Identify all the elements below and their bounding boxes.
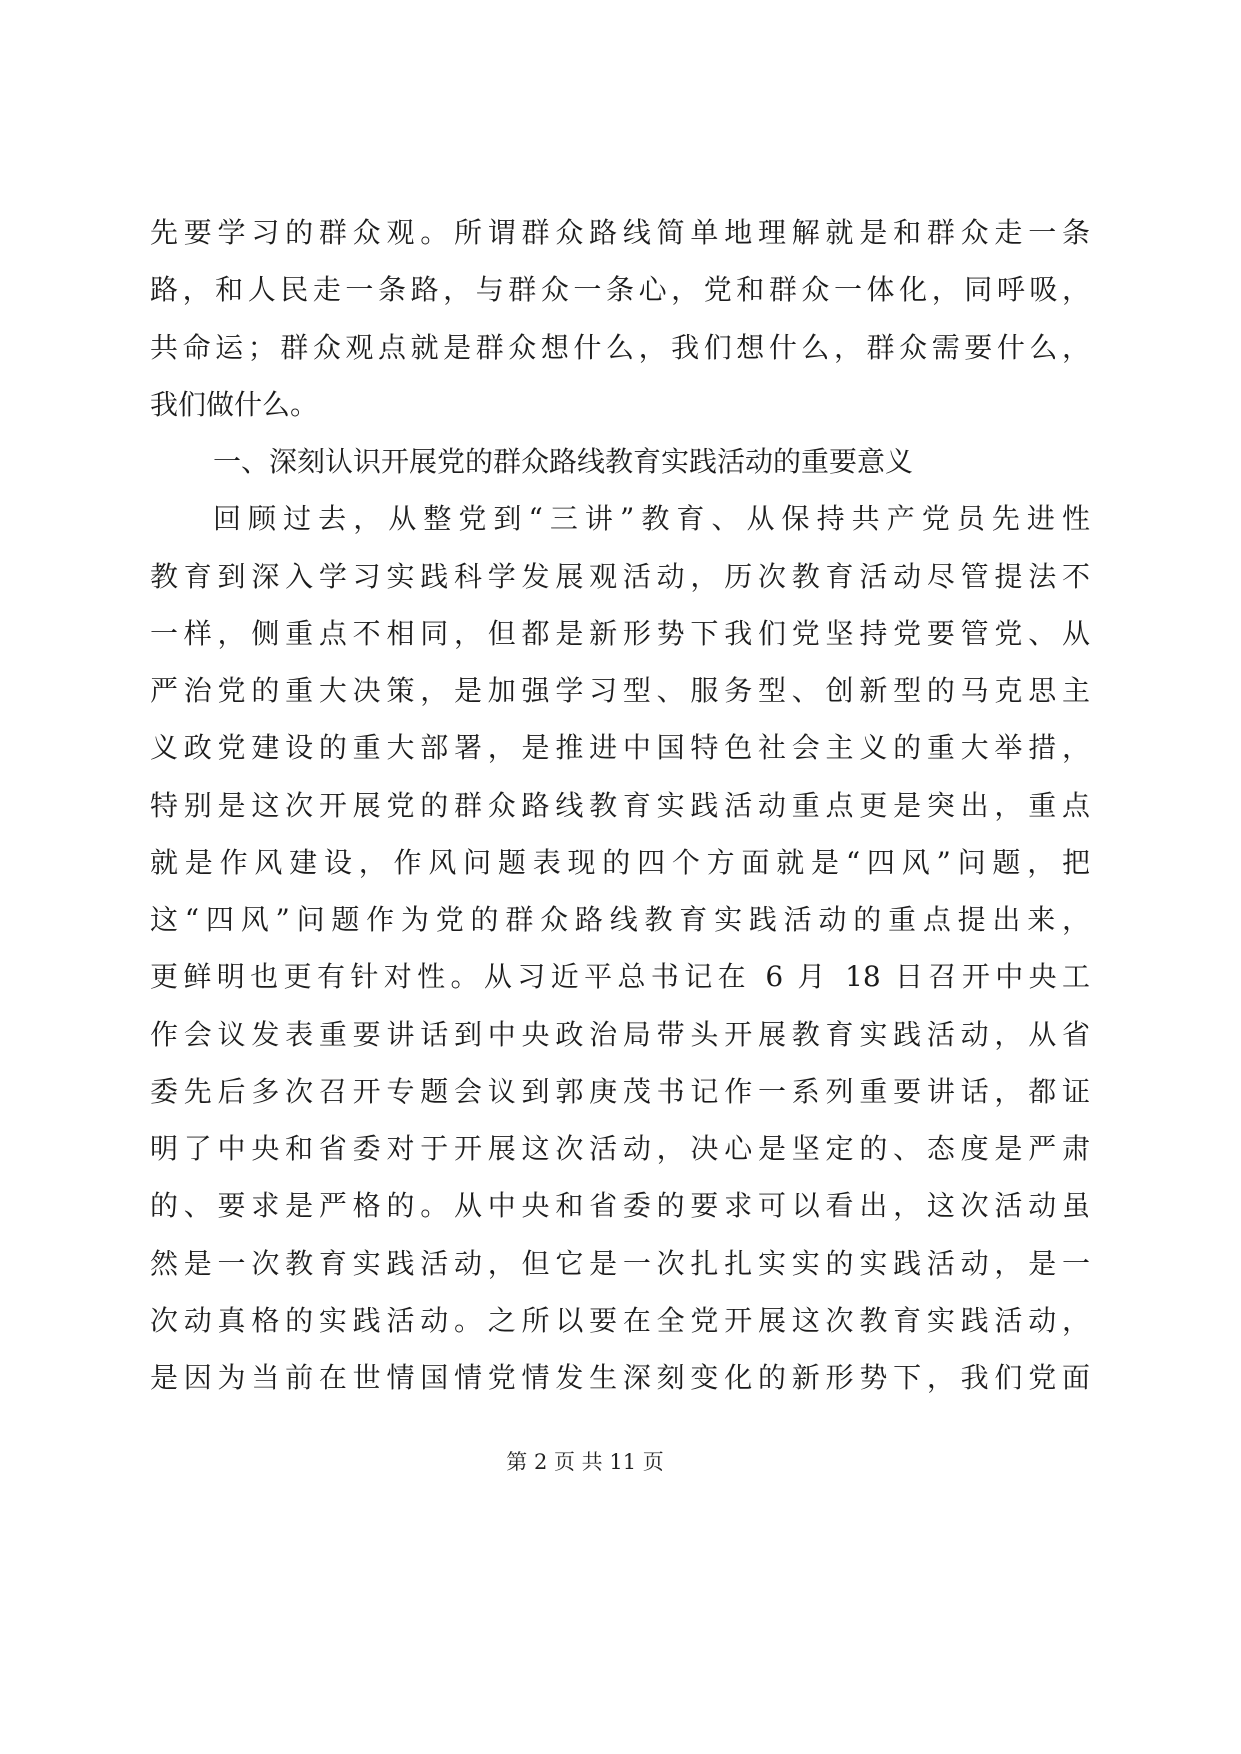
section-heading: 一、深刻认识开展党的群众路线教育实践活动的重要意义: [213, 445, 914, 478]
body-line: 教育到深入学习实践科学发展观活动，历次教育活动尽管提法不: [150, 559, 1090, 593]
body-line: 我们做什么。: [150, 387, 319, 421]
body-line: 委先后多次召开专题会议到郭庚茂书记作一系列重要讲话，都证: [150, 1074, 1090, 1108]
body-line: 更鲜明也更有针对性。从习近平总书记在 6 月 18 日召开中央工: [150, 960, 1090, 994]
body-line: 先要学习的群众观。所谓群众路线简单地理解就是和群众走一条: [150, 216, 1090, 249]
body-line: 严治党的重大决策，是加强学习型、服务型、创新型的马克思主: [150, 674, 1090, 707]
body-line: 次动真格的实践活动。之所以要在全党开展这次教育实践活动，: [150, 1303, 1090, 1337]
body-line: 路，和人民走一条路，与群众一条心，党和群众一体化，同呼吸，: [150, 273, 1090, 307]
page-number-footer: 第 2 页 共 11 页: [506, 1450, 664, 1474]
body-line: 作会议发表重要讲话到中央政治局带头开展教育实践活动，从省: [150, 1017, 1090, 1051]
body-line: 特别是这次开展党的群众路线教育实践活动重点更是突出，重点: [150, 788, 1090, 822]
body-line: 是因为当前在世情国情党情发生深刻变化的新形势下，我们党面: [150, 1361, 1090, 1394]
body-line: 回顾过去，从整党到“三讲”教育、从保持共产党员先进性: [213, 502, 1090, 536]
body-text: [150, 204, 1090, 1406]
body-line: 这“四风”问题作为党的群众路线教育实践活动的重点提出来，: [150, 903, 1090, 936]
body-line: 的、要求是严格的。从中央和省委的要求可以看出，这次活动虽: [150, 1189, 1090, 1223]
body-line: 义政党建设的重大部署，是推进中国特色社会主义的重大举措，: [150, 731, 1090, 765]
body-line: 明了中央和省委对于开展这次活动，决心是坚定的、态度是严肃: [150, 1132, 1090, 1165]
body-line: 然是一次教育实践活动，但它是一次扎扎实实的实践活动，是一: [150, 1246, 1090, 1280]
body-line: 就是作风建设，作风问题表现的四个方面就是“四风”问题，把: [150, 845, 1090, 879]
body-line: 一样，侧重点不相同，但都是新形势下我们党坚持党要管党、从: [150, 616, 1090, 650]
body-line: 共命运；群众观点就是群众想什么，我们想什么，群众需要什么，: [150, 330, 1090, 364]
